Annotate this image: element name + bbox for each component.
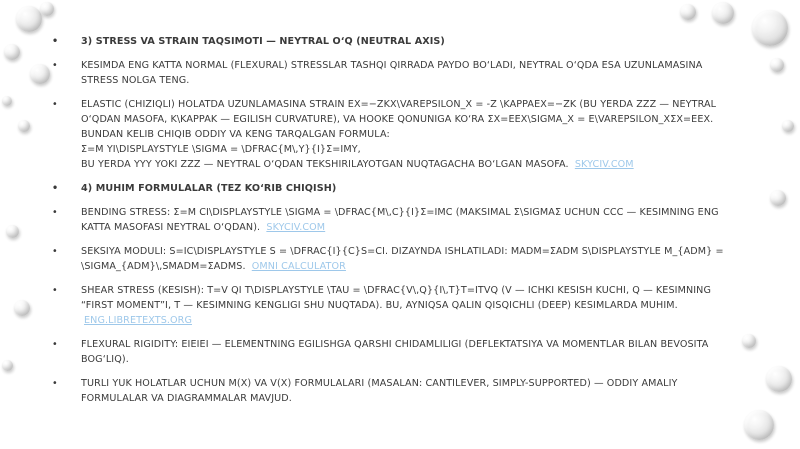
list-item xyxy=(52,244,742,274)
bullet-text: TURLI YUK HOLATLAR UCHUN M(X) VA V(X) FORMULALARI (MASALAN: CANTILEVER, SIMPLY-SUPPORTED) — ODDIY AMALIY FORMULALAR VA DIAGRAMMALAR MAVJUD. xyxy=(81,378,678,404)
list-item xyxy=(52,337,742,367)
water-drop xyxy=(2,96,12,106)
bullet-text: KESIMDA ENG KATTA NORMAL (FLEXURAL) STRESSLAR TASHQI QIRRADA PAYDO BO‘LADI, NEYTRAL O‘QDA ESA UZUNLAMASINA STRESS NOLGA TENG. xyxy=(81,60,703,86)
water-drop xyxy=(18,120,30,132)
bullet-text: ELASTIC (CHIZIQLI) HOLATDA UZUNLAMASINA STRAIN ΕX=−ZKX\VAREPSILON_X = -Z \KAPPAΕX=−ZK (BU YERDA ZZZ — NEYTRAL O‘QDAN MASOFA, K\KAPPAK — EGILISH CURVATURE), VA HOOKE QONUNIGA KO‘RA ΣX=EΕX\SIGMA_X = E\VAREPSILON_XΣX=EΕX. xyxy=(81,99,717,125)
water-drop xyxy=(4,44,20,60)
water-drop xyxy=(2,360,13,371)
bullet-text: SEKSIYA MODULI: S=IC\DISPLAYSTYLE S = \DFRAC{I}{C}S=CI. DIZAYNDA ISHLATILADI: MADM=ΣADM S\DISPLAYSTYLE M_{ADM} = \SIGMA_{ADM}\,SMADM=ΣADMS. xyxy=(81,246,724,272)
water-drop xyxy=(782,120,794,132)
bullet-text: FLEXURAL RIGIDITY: EIEIEI — ELEMENTNING EGILISHGA QARSHI CHIDAMLILIGI (DEFLEKTATSIYA VA MOMENTLAR BILAN BEVOSITA BOG‘LIQ). xyxy=(81,339,709,365)
bullet-text: BUNDAN KELIB CHIQIB ODDIY VA KENG TARQALGAN FORMULA: xyxy=(81,129,390,140)
bullet-list xyxy=(52,34,742,406)
bullet-text: BENDING STRESS: Σ=M CI\DISPLAYSTYLE \SIGMA = \DFRAC{M\,C}{I}Σ=IMC (MAKSIMAL Σ\SIGMAΣ UCHUN CCC — KESIMNING ENG KATTA MASOFASI NEYTRAL O‘QDAN). xyxy=(81,207,719,233)
source-link-skyciv[interactable]: SKYCIV.COM xyxy=(266,222,326,233)
water-drop xyxy=(6,225,19,238)
water-drop xyxy=(742,334,756,348)
list-item xyxy=(52,205,742,235)
bullet-content xyxy=(52,34,742,415)
water-drop xyxy=(752,10,788,46)
bullet-text: BU YERDA YYY YOKI ZZZ — NEYTRAL O‘QDAN TEKSHIRILAYOTGAN NUQTAGACHA BO‘LGAN MASOFA. xyxy=(81,159,569,170)
water-drop xyxy=(680,4,696,20)
list-item xyxy=(52,58,742,88)
bullet-text: 4) MUHIM FORMULALAR (TEZ KO‘RIB CHIQISH) xyxy=(81,183,337,194)
water-drop xyxy=(16,6,42,32)
list-item xyxy=(52,97,742,172)
water-drop xyxy=(40,2,54,16)
water-drop xyxy=(766,366,792,392)
bullet-text: 3) STRESS VA STRAIN TAQSIMOTI — NEYTRAL O‘Q (NEUTRAL AXIS) xyxy=(81,36,445,47)
bullet-text: SHEAR STRESS (KESISH): Τ=V QI T\DISPLAYSTYLE \TAU = \DFRAC{V\,Q}{I\,T}Τ=ITVQ (V — ICHKI KESISH KUCHI, Q — KESIMNING “FIRST MOMENT”I, T — KESIMNING KENGLIGI SHU NUQTADA). BU, AYNIQSA QALIN QISQICHLI (DEEP) KESIMLARDA MUHIM. xyxy=(81,285,711,311)
section-heading-stress-strain xyxy=(52,34,742,49)
water-drop xyxy=(30,64,50,84)
water-drop xyxy=(14,300,30,316)
water-drop xyxy=(770,58,784,72)
source-link-skyciv[interactable]: SKYCIV.COM xyxy=(574,159,634,170)
water-drop xyxy=(712,2,734,24)
source-link-omni-calculator[interactable]: OMNI CALCULATOR xyxy=(251,261,346,272)
list-item xyxy=(52,376,742,406)
section-heading-formulas xyxy=(52,181,742,196)
source-link-libretexts[interactable]: ENG.LIBRETEXTS.ORG xyxy=(84,315,192,326)
formula-text: Σ=M YI\DISPLAYSTYLE \SIGMA = \DFRAC{M\,Y}{I}Σ=IMY, xyxy=(81,144,361,155)
water-drop xyxy=(770,190,786,206)
list-item xyxy=(52,283,742,328)
water-drop xyxy=(744,410,774,440)
